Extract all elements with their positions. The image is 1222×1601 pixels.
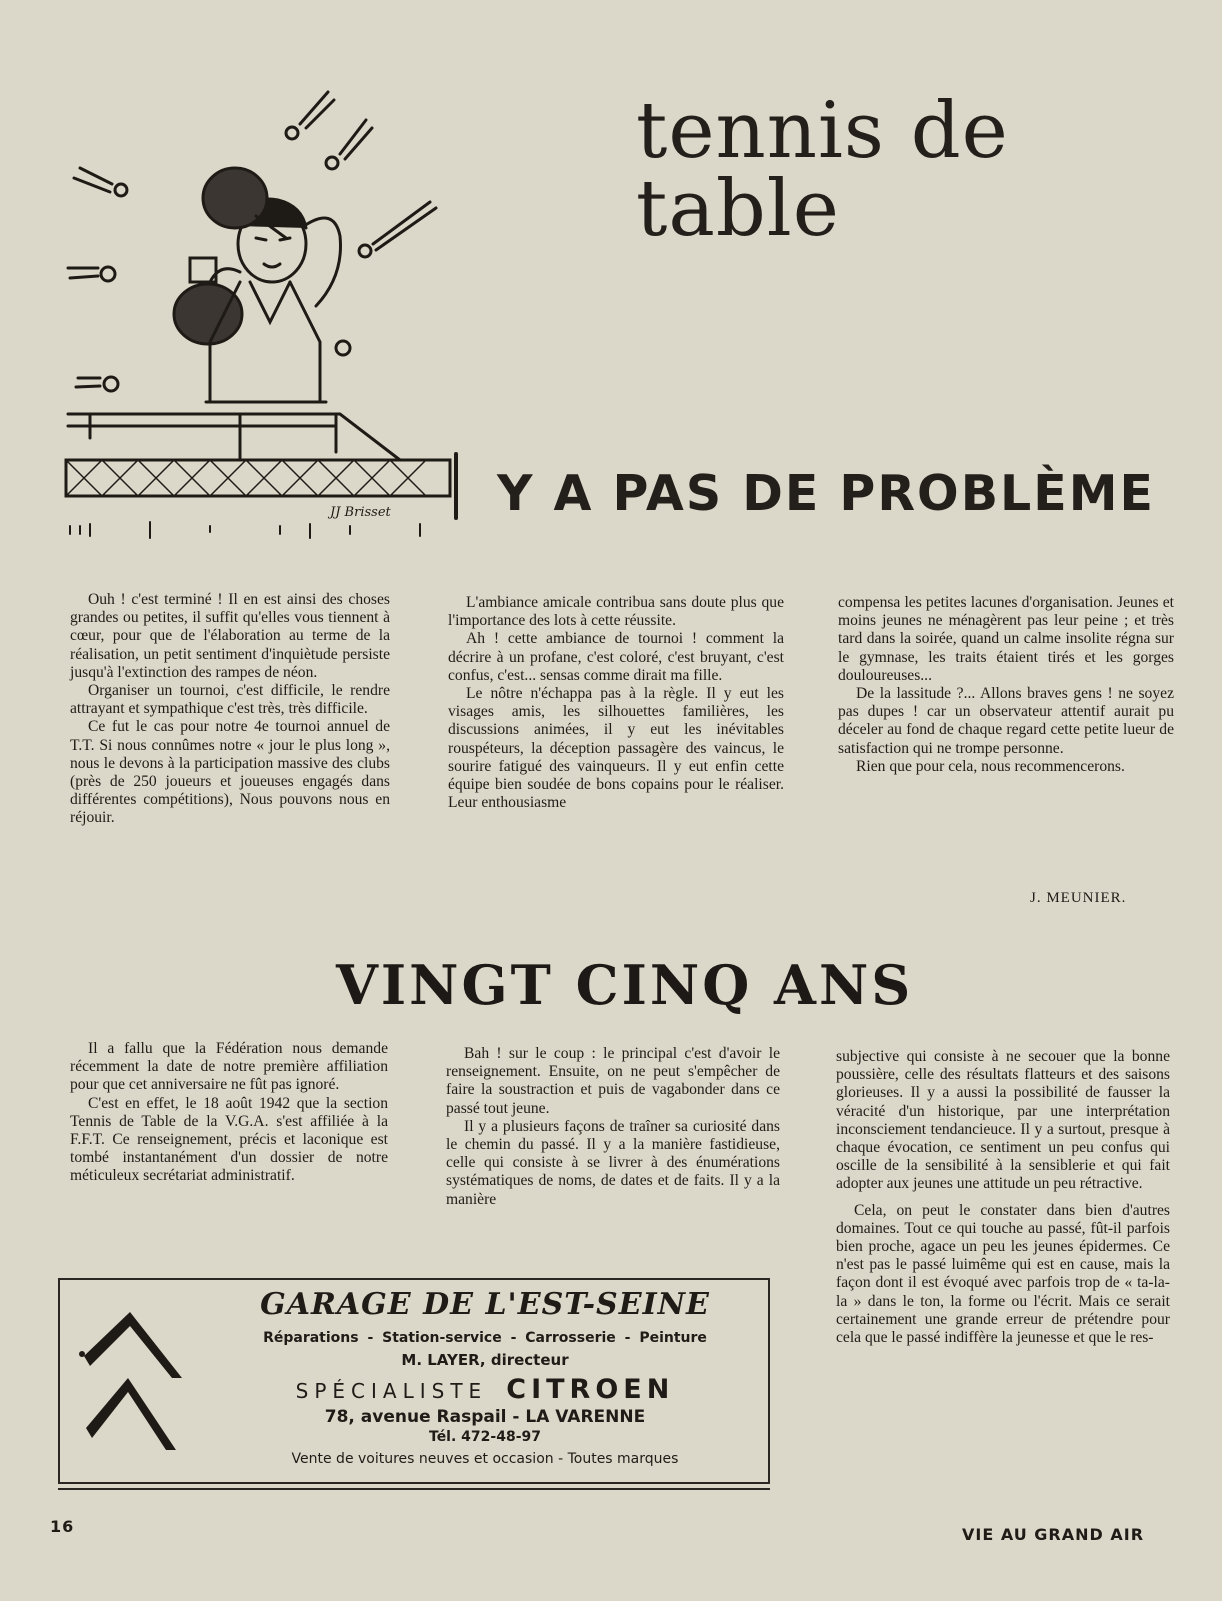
page-number: 16	[50, 1517, 75, 1536]
paragraph: Rien que pour cela, nous recommencerons.	[856, 757, 1125, 775]
article2-column-1	[70, 1040, 388, 1186]
advert-address: 78, avenue Raspail - LA VARENNE	[324, 1407, 646, 1427]
garage-advert	[58, 1278, 770, 1484]
article2-column-2	[446, 1045, 780, 1209]
article1-signature: J. MEUNIER.	[1030, 890, 1127, 906]
paragraph: Cela, on peut le constater dans bien d'autres domaines. Tout ce qui touche au passé, fût-il parfois bien proche, agace un peu les jeunes épidermes. Ce n'est pas le passé luimême qui est en cause, mais la façon dont il est évoqué avec parfois trop de « ta-la-la » dans le ton, la forme ou l'écrit. Mais ce serait certainement une grande erreur de prétendre pour cela que le passé indiffère la jeunesse et que le res-	[836, 1201, 1170, 1347]
paragraph: C'est en effet, le 18 août 1942 que la section Tennis de Table de la V.G.A. s'est affiliée à la F.F.T. Ce renseignement, précis et laconique est tombé instantanément d'un dossier de notre méticuleux secrétariat administratif.	[70, 1094, 388, 1185]
section-title: tennis de table	[636, 86, 1009, 254]
illustration-signature: JJ Brisset	[330, 505, 391, 520]
paragraph: Bah ! sur le coup : le principal c'est d'avoir le renseignement. Ensuite, on ne peut s'empêcher de faire la soustraction et puis de vagabonder dans ce passé tout jeune.	[446, 1045, 780, 1117]
advert-specialist-prefix: SPÉCIALISTE	[295, 1379, 488, 1403]
advert-services: Réparations - Station-service - Carrosserie - Peinture	[263, 1330, 707, 1346]
advert-brand: CITROEN	[506, 1374, 675, 1405]
table-tennis-player-illustration	[60, 86, 470, 554]
advert-phone: Tél. 472-48-97	[429, 1429, 541, 1445]
article1-column-1	[70, 591, 390, 828]
advert-underline	[58, 1488, 770, 1490]
paragraph: Organiser un tournoi, c'est difficile, le rendre attrayant et sympathique c'est très, très difficile.	[70, 682, 390, 718]
paragraph: Il a fallu que la Fédération nous demande récemment la date de notre première affiliation pour que cet anniversaire ne fût pas ignoré.	[70, 1040, 388, 1094]
paragraph: Ah ! cette ambiance de tournoi ! comment la décrire à un profane, c'est coloré, c'est bruyant, c'est confus, c'est... sensas comme dirait ma fille.	[448, 630, 784, 684]
paragraph: subjective qui consiste à ne secouer que la bonne poussière, celle des résultats flatteurs et des saisons glorieuses. Il y a aussi la possibilité de fausser la véracité d'un historique, par une interprétation inconsciement tendancieuce. Il y a surtout, presque à chaque évocation, ce sentiment un peu confus qui oscille de la sensibilité à la sensiblerie et qui fait adopter aux jeunes une attitude un peu rétractive.	[836, 1048, 1170, 1193]
paragraph: Le nôtre n'échappa pas à la règle. Il y eut les visages amis, les silhouettes familières, les discussions animées, il y eut les inévitables rouspéteurs, la déception passagère des vaincus, le sourire fatigué des vainqueurs. Il y eut enfin cette équipe bien soudée de bons copains pour le réaliser. Leur enthousiasme	[448, 685, 784, 812]
paragraph: L'ambiance amicale contribua sans doute plus que l'importance des lots à cette réussite.	[448, 594, 784, 630]
article1-headline: Y A PAS DE PROBLÈME	[497, 465, 1155, 522]
article2-headline: VINGT CINQ ANS	[336, 953, 914, 1017]
magazine-name: VIE AU GRAND AIR	[962, 1525, 1145, 1544]
advert-title: GARAGE DE L'EST-SEINE	[260, 1287, 710, 1322]
advert-specialist	[210, 1374, 760, 1405]
paragraph: Ce fut le cas pour notre 4e tournoi annuel de T.T. Si nous connûmes notre « jour le plus long », nous le devons à la participation massive des clubs (près de 250 joueurs et joueuses engagés dans différentes compétitions), Nous pouvons nous en réjouir.	[70, 718, 390, 827]
article1-column-3	[838, 594, 1174, 776]
citroen-double-chevron-logo	[76, 1308, 186, 1458]
paragraph: compensa les petites lacunes d'organisation. Jeunes et moins jeunes ne ménagèrent pas leur peine ; et très tard dans la soirée, quand un calme insolite régna sur le gymnase, les traits étaient tirés et les gorges douloureuses...	[838, 594, 1174, 684]
paragraph: Ouh ! c'est terminé ! Il en est ainsi des choses grandes ou petites, il suffit qu'elles vous tiennent à cœur, pour que de l'élaboration au terme de la réalisation, un petit sentiment d'inquiètude persiste jusqu'à l'extinction des rampes de néon.	[70, 591, 390, 681]
article1-column-2	[448, 594, 784, 812]
article2-column-3	[836, 1048, 1170, 1347]
paragraph: De la lassitude ?... Allons braves gens ! ne soyez pas dupes ! car un observateur attentif aurait pu déceler au fond de chaque regard cette petite lueur de satisfaction qui ne trompe personne.	[838, 685, 1174, 757]
paragraph: Il y a plusieurs façons de traîner sa curiosité dans le chemin du passé. Il y a la manière fastidieuse, celle qui consiste à se livrer à des énumérations systématiques de noms, de dates et de faits. Il y a la manière	[446, 1117, 780, 1208]
advert-tagline: Vente de voitures neuves et occasion - Toutes marques	[291, 1451, 679, 1467]
advert-text	[210, 1287, 760, 1467]
advert-director: M. LAYER, directeur	[401, 1351, 569, 1369]
